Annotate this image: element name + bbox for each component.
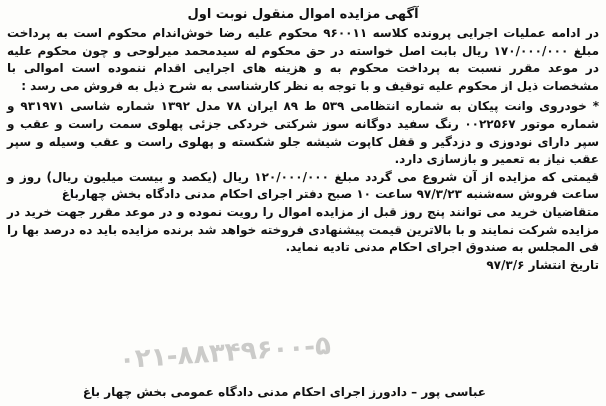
phone-watermark: ۰۲۱-۸۸۳۴۹۶۰۰-۵: [118, 330, 332, 376]
publication-date: تاریخ انتشار ۹۷/۳/۶: [486, 257, 599, 272]
notice-intro: در ادامه عملیات اجرایی پرونده کلاسه ۹۶۰۰۱۱ محکوم علیه رضا خوش‌اندام محکوم است به پرداخت مبلغ ۱۷۰/۰۰۰/۰۰۰ ریال بابت اصل خواسته در حق محکوم له سیدمحمد میرلوحی و چون محکوم علیه در موعد مقرر نسبت به پرداخت محکوم به و هزینه های اجرایی اقدام ننموده است اموالی با مشخصات ذیل از محکوم علیه توقیف و با توجه به نظر کارشناسی به شرح ذیل به فروش می رسد :: [7, 26, 600, 93]
notice-title: آگهی مزایده اموال منقول نوبت اول: [187, 7, 419, 22]
bidding-conditions: متقاضیان خرید می توانند پنج روز قبل از مزایده اموال را رویت نموده و در موعد مقرر جهت خرید در مزایده شرکت نمایند و با بالاترین قیمت پیشنهادی فروخته خواهد شد برنده مزایده باید ده درصد بها را فی المجلس به صندوق اجرای احکام مدنی تادیه نماید.: [7, 204, 599, 255]
signature-line: عباسی پور – دادورز اجرای احکام مدنی دادگاه عمومی بخش چهار باغ: [82, 385, 486, 399]
vehicle-description: * خودروی وانت پیکان به شماره انتظامی ۵۳۹ ط ۸۹ ایران ۷۸ مدل ۱۳۹۲ شماره شاسی ۹۳۱۹۷۱ و شماره موتور ۰۰۲۲۵۶۷ رنگ سفید دوگانه سوز شرکتی خردکی جزئی پهلوی سمت راست و عقب و سپر دارای نودوزی و دزدگیر و قفل کاپوت شیشه جلو شکسته و پهلوی راست و عقب وسیله و سپر عقب نیاز به تعمیر و بازسازی دارد.: [7, 99, 600, 167]
starting-price: قیمتی که مزایده از آن شروع می گردد مبلغ ۱۲۰/۰۰۰/۰۰۰ ریال (یکصد و بیست میلیون ریال) روز و ساعت فروش سه‌شنبه ۹۷/۳/۲۳ ساعت ۱۰ صبح دفتر اجرای احکام مدنی دادگاه بخش چهارباغ: [7, 169, 599, 202]
